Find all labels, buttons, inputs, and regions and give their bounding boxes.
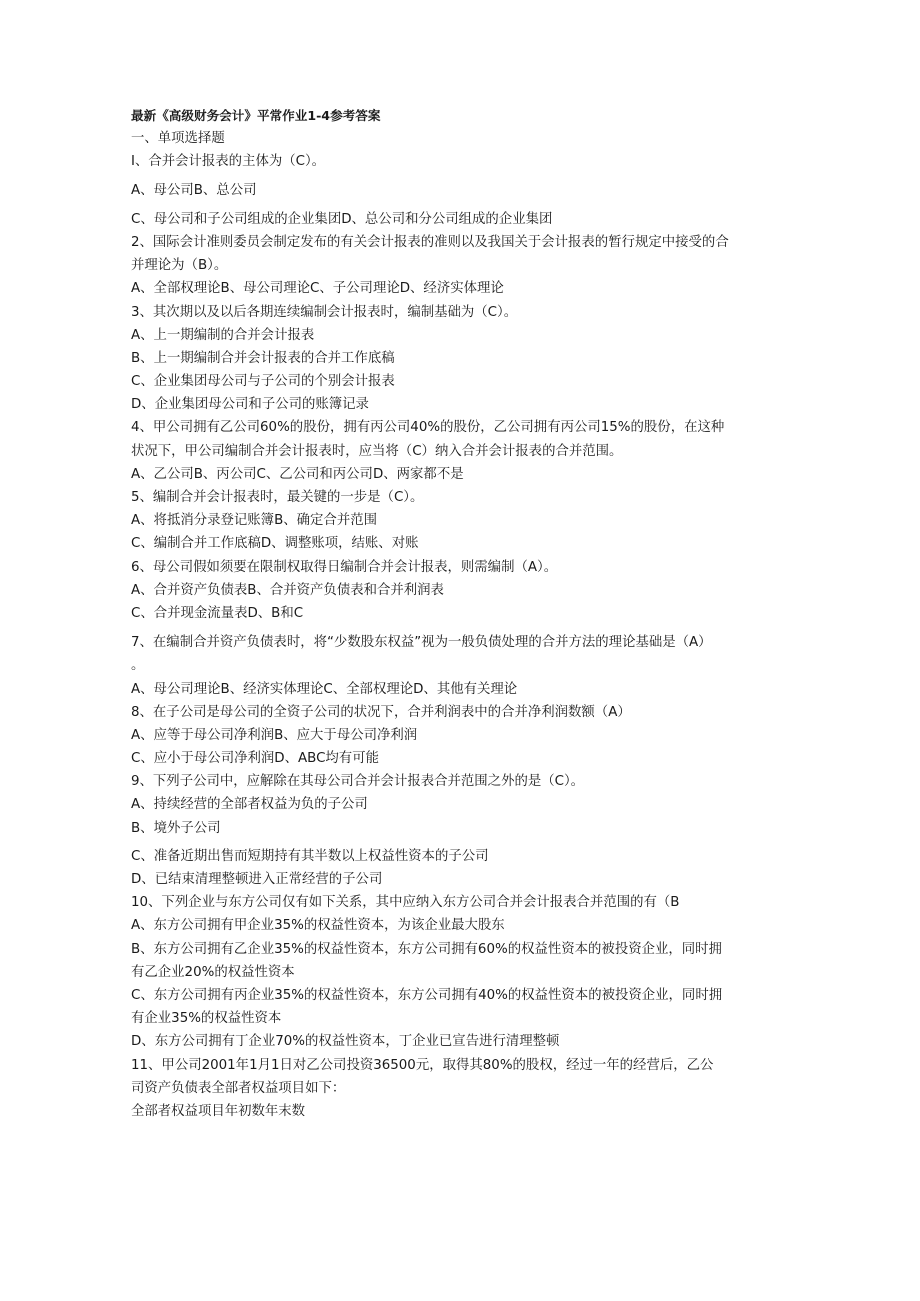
text-line: 司资产负债表全部者权益项目如下： xyxy=(131,1080,346,1096)
text-line: 10、下列企业与东方公司仅有如下关系，其中应纳入东方公司合并会计报表合并范围的有（B xyxy=(131,895,680,911)
text-line: A、将抵消分录登记账簿B、确定合并范围 xyxy=(131,513,377,529)
text-line: 5、编制合并会计报表时，最关键的一步是（C）。 xyxy=(131,490,424,505)
text-line: A、乙公司B、丙公司C、乙公司和丙公司D、两家都不是 xyxy=(131,466,464,482)
text-line: C、应小于母公司净利润D、ABC均有可能 xyxy=(131,751,379,767)
text-line: 7、在编制合并资产负债表时，将“少数股东权益”视为一般负债处理的合并方法的理论基础是（A） xyxy=(131,635,712,651)
text-line: C、东方公司拥有丙企业35%的权益性资本，东方公司拥有40%的权益性资本的被投资企业，同时拥 xyxy=(131,987,723,1003)
text-line: D、企业集团母公司和子公司的账簿记录 xyxy=(131,397,369,413)
text-line: 并理论为（B）。 xyxy=(131,258,228,274)
text-line: A、母公司理论B、经济实体理论C、全部权理论D、其他有关理论 xyxy=(131,681,518,697)
text-line: I、合并会计报表的主体为（C）。 xyxy=(131,154,326,170)
text-line: 状况下，甲公司编制合并会计报表时，应当将（C）纳入合并会计报表的合并范围。 xyxy=(131,443,623,459)
text-line: 全部者权益项目年初数年末数 xyxy=(131,1103,306,1119)
text-line: 。 xyxy=(131,658,145,674)
text-line: 8、在子公司是母公司的全资子公司的状况下，合并利润表中的合并净利润数额（A） xyxy=(131,704,631,720)
text-line: B、东方公司拥有乙企业35%的权益性资本，东方公司拥有60%的权益性资本的被投资企业，同时拥 xyxy=(131,941,722,957)
document-title: 最新《高级财务会计》平常作业1-4参考答案 xyxy=(131,108,381,123)
text-line: 3、其次期以及以后各期连续编制会计报表时，编制基础为（C）。 xyxy=(131,304,518,320)
text-line: 4、甲公司拥有乙公司60%的股份，拥有丙公司40%的股份，乙公司拥有丙公司15%的股份，在这种 xyxy=(131,420,725,436)
text-line: 9、下列子公司中，应解除在其母公司合并会计报表合并范围之外的是（C）。 xyxy=(131,774,585,790)
text-line: A、全部权理论B、母公司理论C、子公司理论D、经济实体理论 xyxy=(131,281,504,297)
text-line: A、合并资产负债表B、合并资产负债表和合并利润表 xyxy=(131,582,444,598)
text-line: B、境外子公司 xyxy=(131,820,221,836)
text-line: C、准备近期出售而短期持有其半数以上权益性资本的子公司 xyxy=(131,848,489,864)
text-line: C、母公司和子公司组成的企业集团D、总公司和分公司组成的企业集团 xyxy=(131,211,553,227)
text-line: 6、母公司假如须要在限制权取得日编制合并会计报表，则需编制（A）。 xyxy=(131,559,558,575)
text-line: C、企业集团母公司与子公司的个别会计报表 xyxy=(131,374,395,390)
text-line: A、应等于母公司净利润B、应大于母公司净利润 xyxy=(131,727,418,743)
text-line: 11、甲公司2001年1月1日对乙公司投资36500元，取得其80%的股权，经过一年的经营后，乙公 xyxy=(131,1057,714,1073)
text-line: 2、国际会计准则委员会制定发布的有关会计报表的准则以及我国关于会计报表的暂行规定中接受的合 xyxy=(131,234,729,250)
text-line: D、已结束清理整顿进入正常经营的子公司 xyxy=(131,872,383,887)
text-line: A、持续经营的全部者权益为负的子公司 xyxy=(131,797,368,813)
text-line: D、东方公司拥有丁企业70%的权益性资本，丁企业已宣告进行清理整顿 xyxy=(131,1034,560,1050)
text-line: A、上一期编制的合并会计报表 xyxy=(131,327,315,343)
section-heading: 一、单项选择题 xyxy=(131,131,225,147)
text-line: 有乙企业20%的权益性资本 xyxy=(131,964,295,980)
text-line: A、东方公司拥有甲企业35%的权益性资本，为该企业最大股东 xyxy=(131,918,505,934)
text-line: B、上一期编制合并会计报表的合并工作底稿 xyxy=(131,350,395,366)
text-line: C、合并现金流量表D、B和C xyxy=(131,605,304,621)
document-body xyxy=(131,104,791,1123)
text-line: C、编制合并工作底稿D、调整账项，结账、对账 xyxy=(131,536,419,552)
text-line: A、母公司B、总公司 xyxy=(131,182,257,198)
text-line: 有企业35%的权益性资本 xyxy=(131,1011,282,1027)
